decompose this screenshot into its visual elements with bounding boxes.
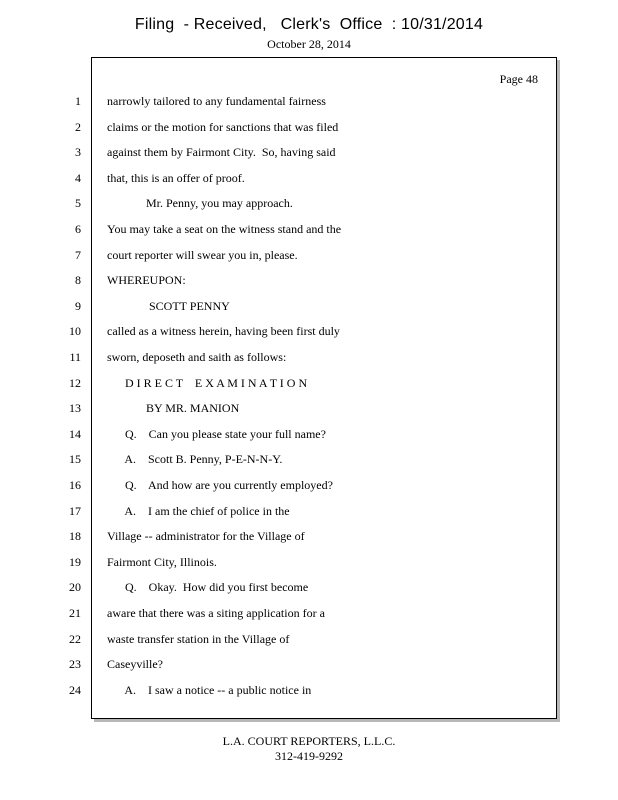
footer-company: L.A. COURT REPORTERS, L.L.C.: [222, 734, 396, 748]
line-number: 2: [75, 119, 81, 134]
transcript-line: SCOTT PENNY: [107, 298, 230, 313]
line-number: 11: [69, 350, 81, 364]
line-number: 17: [69, 503, 81, 518]
transcript-line: that, this is an offer of proof.: [107, 170, 245, 185]
line-number: 24: [69, 682, 81, 697]
transcript-line: narrowly tailored to any fundamental fairness: [107, 94, 326, 108]
line-number: 9: [75, 298, 81, 313]
transcript-line: You may take a seat on the witness stand and the: [107, 222, 342, 236]
transcript-line: court reporter will swear you in, please.: [107, 247, 298, 262]
transcript-line: waste transfer station in the Village of: [107, 631, 290, 646]
line-number: 18: [69, 529, 81, 544]
line-number: 12: [69, 375, 81, 390]
line-number: 19: [69, 554, 81, 569]
transcript-line: A. I am the chief of police in the: [107, 503, 290, 518]
line-number: 3: [75, 145, 81, 160]
line-number: 10: [69, 324, 81, 339]
line-number: 7: [75, 247, 81, 262]
transcript-line: BY MR. MANION: [107, 401, 240, 416]
transcript-line: Village -- administrator for the Village of: [107, 529, 305, 544]
transcript-line: Fairmont City, Illinois.: [107, 554, 217, 569]
line-number: 16: [69, 478, 81, 492]
transcript-line: Q. Can you please state your full name?: [107, 426, 326, 441]
transcript-line: aware that there was a siting application for a: [107, 606, 325, 620]
page-number: Page 48: [499, 72, 538, 86]
line-number: 4: [75, 170, 81, 185]
transcript-line: D I R E C T E X A M I N A T I O N: [107, 375, 308, 390]
transcript-line: Caseyville?: [107, 657, 163, 672]
line-number: 6: [75, 222, 81, 236]
line-number: 5: [75, 196, 81, 211]
transcript-line: Q. And how are you currently employed?: [107, 478, 333, 492]
line-number: 14: [69, 426, 81, 441]
line-number: 21: [69, 606, 81, 620]
line-number: 20: [69, 580, 81, 595]
transcript-line: Q. Okay. How did you first become: [107, 580, 309, 595]
transcript-line: A. Scott B. Penny, P-E-N-N-Y.: [107, 452, 283, 467]
hearing-date: October 28, 2014: [267, 37, 351, 51]
transcript-line: A. I saw a notice -- a public notice in: [107, 682, 312, 697]
transcript-line: called as a witness herein, having been first duly: [107, 324, 340, 339]
line-number: 13: [69, 401, 81, 416]
line-number: 8: [75, 273, 81, 288]
line-number: 22: [69, 631, 81, 646]
transcript-line: WHEREUPON:: [107, 273, 186, 288]
transcript-line: claims or the motion for sanctions that was filed: [107, 119, 339, 134]
line-number: 15: [69, 452, 81, 467]
transcript-line: Mr. Penny, you may approach.: [107, 196, 293, 211]
transcript-line: sworn, deposeth and saith as follows:: [107, 350, 287, 364]
transcript-line: against them by Fairmont City. So, having said: [107, 145, 336, 160]
footer-phone: 312-419-9292: [275, 749, 343, 763]
line-number: 1: [75, 94, 81, 108]
page-footer: [0, 734, 618, 764]
filing-stamp-header: Filing - Received, Clerk's Office : 10/31/2014: [134, 16, 484, 33]
line-number: 23: [69, 657, 81, 672]
